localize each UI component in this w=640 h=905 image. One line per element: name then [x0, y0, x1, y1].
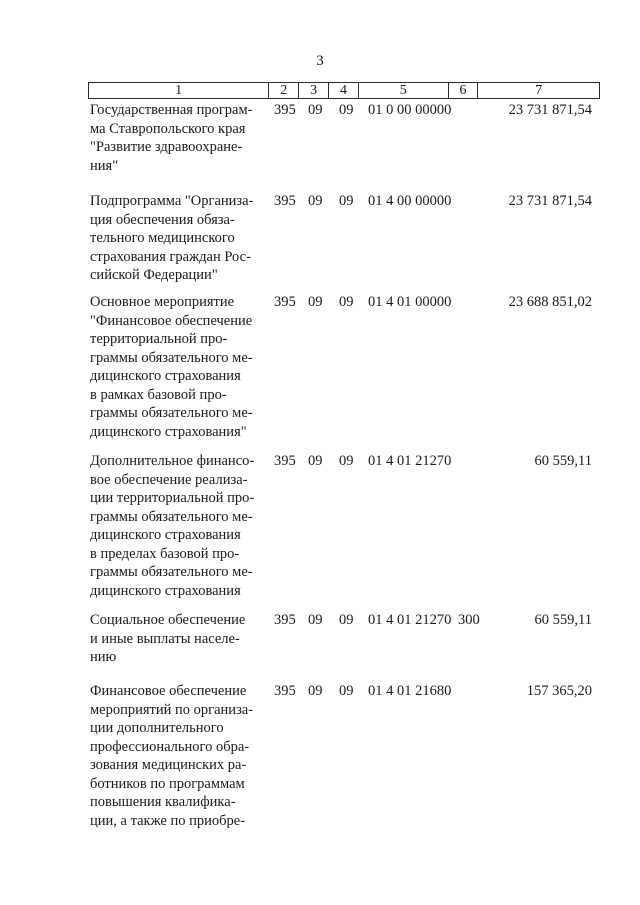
row-amount: 23 731 871,54: [508, 102, 592, 118]
column-number-header: [88, 82, 600, 99]
row-name-line: зования медицинских ра-: [90, 757, 247, 773]
row-target-code: 01 4 01 00000: [368, 294, 452, 310]
row-name-line: нию: [90, 649, 117, 665]
column-header-7: 7: [477, 83, 599, 98]
row-name-line: Основное мероприятие: [90, 294, 235, 310]
row-section-code: 09: [308, 612, 323, 628]
row-name-line: Дополнительное финансо-: [90, 453, 255, 469]
row-ministry-code: 395: [274, 193, 296, 209]
row-ministry-code: 395: [274, 612, 296, 628]
row-amount: 60 559,11: [534, 453, 592, 469]
row-amount: 157 365,20: [526, 683, 592, 699]
row-name-line: "Финансовое обеспечение: [90, 312, 253, 329]
row-name: [90, 293, 266, 441]
row-target-code: 01 4 01 21270: [368, 612, 452, 628]
row-name-line: территориальной про-: [90, 331, 228, 347]
row-name-line: ции, а также по приобре-: [90, 812, 246, 829]
row-name-line: профессионального обра-: [90, 738, 250, 755]
row-name-line: ции дополнительного: [90, 720, 224, 736]
row-name: [90, 682, 266, 830]
column-header-2: 2: [268, 83, 298, 98]
row-target-code: 01 4 01 21270: [368, 453, 452, 469]
row-section-code: 09: [308, 102, 323, 118]
row-section-code: 09: [308, 294, 323, 310]
row-name-line: страхования граждан Рос-: [90, 248, 251, 265]
row-name-line: сийской Федерации": [90, 267, 218, 283]
row-name: [90, 452, 266, 600]
row-section-code: 09: [308, 453, 323, 469]
row-name-line: тельного медицинского: [90, 230, 235, 246]
row-amount: 60 559,11: [534, 612, 592, 628]
row-name: [90, 101, 266, 175]
row-target-code: 01 4 00 00000: [368, 193, 452, 209]
column-header-5: 5: [358, 83, 448, 98]
row-expense-type: 300: [458, 612, 480, 628]
row-name-line: ботников по программам: [90, 775, 245, 792]
row-ministry-code: 395: [274, 294, 296, 310]
row-subsection-code: 09: [339, 294, 354, 310]
row-name-line: дицинского страхования: [90, 527, 241, 543]
row-name-line: граммы обязательного ме-: [90, 349, 253, 366]
row-name-line: и иные выплаты населе-: [90, 630, 240, 647]
row-name-line: ния": [90, 157, 119, 174]
row-name-line: граммы обязательного ме-: [90, 508, 253, 525]
column-header-6: 6: [448, 83, 478, 98]
row-subsection-code: 09: [339, 102, 354, 118]
row-amount: 23 688 851,02: [508, 294, 592, 310]
row-name-line: ции территориальной про-: [90, 490, 255, 506]
row-name-line: дицинского страхования": [90, 423, 247, 440]
row-name-line: Финансовое обеспечение: [90, 683, 247, 699]
row-ministry-code: 395: [274, 453, 296, 469]
column-header-1: 1: [175, 83, 183, 98]
row-name: [90, 192, 266, 285]
row-name-line: в рамках базовой про-: [90, 386, 227, 403]
row-name-line: Государственная програм-: [90, 102, 253, 118]
column-header-3: 3: [298, 83, 328, 98]
row-name-line: дицинского страхования: [90, 582, 241, 599]
row-name-line: Подпрограмма "Организа-: [90, 193, 254, 209]
row-subsection-code: 09: [339, 193, 354, 209]
row-name-line: вое обеспечение реализа-: [90, 471, 248, 488]
row-name-line: ция обеспечения обяза-: [90, 211, 235, 228]
row-subsection-code: 09: [339, 453, 354, 469]
row-name-line: граммы обязательного ме-: [90, 564, 253, 580]
row-subsection-code: 09: [339, 683, 354, 699]
row-target-code: 01 4 01 21680: [368, 683, 452, 699]
row-ministry-code: 395: [274, 683, 296, 699]
row-name-line: повышения квалифика-: [90, 794, 236, 810]
row-name: [90, 611, 266, 667]
row-ministry-code: 395: [274, 102, 296, 118]
column-header-4: 4: [328, 83, 358, 98]
row-subsection-code: 09: [339, 612, 354, 628]
row-section-code: 09: [308, 683, 323, 699]
row-section-code: 09: [308, 193, 323, 209]
row-target-code: 01 0 00 00000: [368, 102, 452, 118]
page-number: 3: [316, 53, 324, 69]
row-name-line: дицинского страхования: [90, 368, 241, 384]
row-name-line: Социальное обеспечение: [90, 612, 246, 628]
row-name-line: "Развитие здравоохране-: [90, 139, 243, 155]
row-name-line: в пределах базовой про-: [90, 545, 240, 562]
row-name-line: граммы обязательного ме-: [90, 405, 253, 421]
row-amount: 23 731 871,54: [508, 193, 592, 209]
row-name-line: мероприятий по организа-: [90, 701, 254, 718]
row-name-line: ма Ставропольского края: [90, 120, 246, 137]
